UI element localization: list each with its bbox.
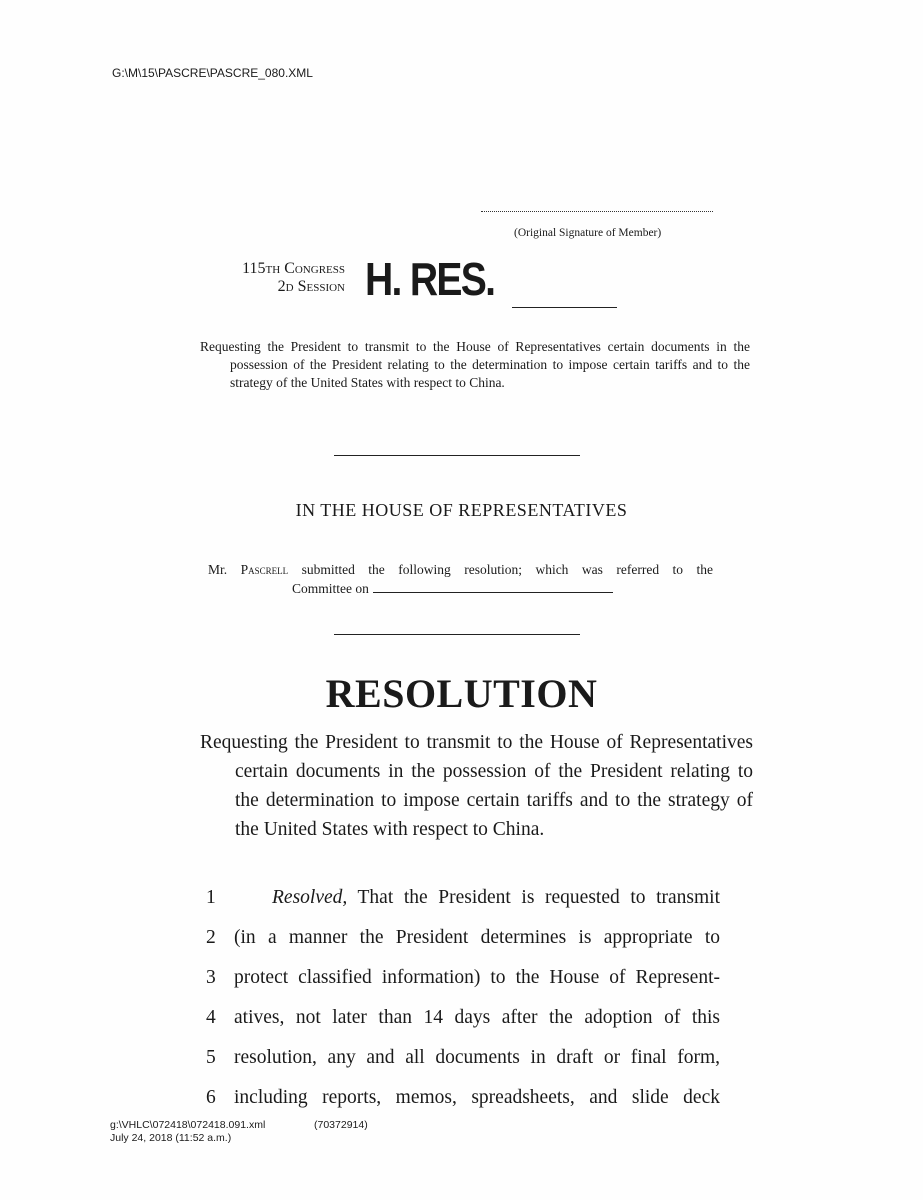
congress-session-block (200, 260, 345, 296)
introduction-paragraph (208, 560, 713, 598)
committee-label: Committee on (292, 581, 369, 596)
line-number: 4 (206, 1007, 216, 1028)
resolved-clause: Resolved, (272, 887, 348, 908)
divider-rule (334, 634, 580, 635)
line-text: resolution, any and all documents in draft or final form, (234, 1047, 720, 1068)
bill-type: H. RES. (365, 253, 495, 305)
line-text: That the President is requested to transmit (357, 887, 720, 908)
short-title: Requesting the President to transmit to the House of Representatives certain documents in the possession of the President relating to the determination to impose certain tariffs and to the strategy of the United States with respect to China. (200, 339, 750, 390)
introduction-line-1 (208, 560, 713, 579)
bill-number-blank (512, 307, 617, 308)
signature-caption: (Original Signature of Member) (514, 227, 662, 239)
sponsor-name: Pascrell (240, 562, 289, 577)
long-title: Requesting the President to transmit to the House of Representatives certain documents in the possession of the President relating to the determination to impose certain tariffs and to the strategy of the United States with respect to China. (200, 732, 753, 840)
footer-date: July 24, 2018 (11:52 a.m.) (110, 1132, 232, 1144)
line-text: protect classified information) to the House of Represent- (234, 967, 720, 988)
line-text: atives, not later than 14 days after the adoption of this (234, 1007, 720, 1028)
line-text: including reports, memos, spreadsheets, and slide deck (234, 1087, 720, 1108)
body-line (206, 1004, 720, 1044)
line-text: (in a manner the President determines is appropriate to (234, 927, 720, 948)
body-line (206, 1044, 720, 1084)
signature-line (481, 211, 713, 212)
body-line (206, 884, 720, 924)
committee-blank (373, 580, 613, 593)
divider-rule (334, 455, 580, 456)
session-number: 2d Session (277, 278, 345, 295)
footer-path: g:\VHLC\072418\072418.091.xml (110, 1119, 266, 1131)
chamber-heading: IN THE HOUSE OF REPRESENTATIVES (295, 500, 628, 520)
file-path: G:\M\15\PASCRE\PASCRE_080.XML (112, 66, 313, 80)
footer (110, 1119, 368, 1145)
congress-number: 115th Congress (242, 260, 345, 277)
line-number: 2 (206, 927, 216, 948)
line-number: 5 (206, 1047, 216, 1068)
resolution-body (206, 884, 720, 1124)
line-number: 3 (206, 967, 216, 988)
resolution-heading: RESOLUTION (325, 671, 598, 716)
introduction-rest: submitted the following resolution; which was referred to the (301, 562, 714, 577)
body-line (206, 924, 720, 964)
line-number: 6 (206, 1087, 216, 1108)
sponsor-prefix: Mr. (208, 562, 228, 577)
body-line (206, 1084, 720, 1124)
introduction-line-2 (208, 579, 713, 598)
body-line (206, 964, 720, 1004)
footer-code: (70372914) (314, 1119, 368, 1131)
line-number: 1 (206, 887, 216, 908)
